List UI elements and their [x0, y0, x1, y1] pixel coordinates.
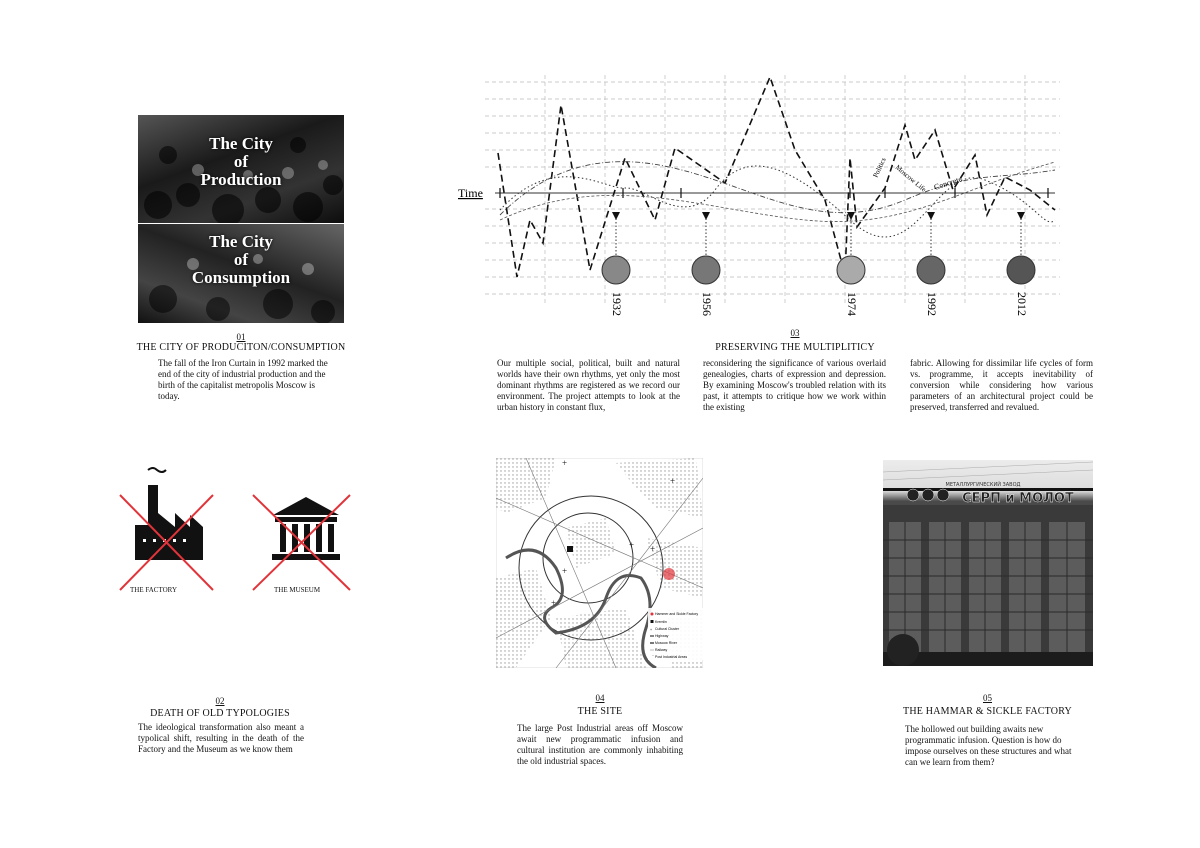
- panel03-number: 03: [790, 328, 800, 338]
- panel04-body: The large Post Industrial areas off Moscow await new programmatic infusion and cultural institution are commonly inhabiting the old industrial spaces.: [517, 723, 683, 766]
- year-label-1932: 1932: [610, 292, 624, 316]
- svg-text:+: +: [650, 544, 656, 554]
- panel05-heading: THE HAMMAR & SICKLE FACTORY: [903, 706, 1072, 717]
- svg-text:+: +: [650, 628, 653, 632]
- panel04-heading: THE SITE: [577, 706, 623, 717]
- factory-site-marker: [663, 568, 675, 580]
- svg-text:+: +: [562, 458, 568, 468]
- panel05-body: The hollowed out building awaits new programmatic infusion. Question is how do impose ourselves on these structures and what can we learn from them?: [905, 724, 1072, 767]
- marker-1932: [602, 212, 630, 284]
- moscow-life-curve: [500, 162, 1055, 215]
- panel03-col2: reconsidering the significance of various overlaid genealogies, charts of expression and depression. By examining Moscow's troubled relation with its past, it attempts to critique how we work within the existing: [703, 358, 886, 412]
- year-label-1992: 1992: [925, 292, 939, 316]
- svg-text:+: +: [629, 540, 635, 550]
- panel02-heading: DEATH OF OLD TYPOLOGIES: [150, 708, 290, 719]
- svg-text:+: +: [551, 598, 557, 608]
- panel03-col3: fabric. Allowing for dissimilar life cycles of form vs. programme, it accepts inevitability of conversion while considering how various parameters of an architectural project could be preserved, transferred and revalued.: [910, 358, 1093, 412]
- power-lines: [883, 462, 1093, 480]
- moscow-life-label: Moscow Life: [893, 163, 928, 194]
- panel03-heading: PRESERVING THE MULTIPLITICY: [715, 342, 875, 353]
- sign-emblems: [907, 489, 949, 501]
- typologies-icons: [115, 465, 365, 595]
- panel03-col1: Our multiple social, political, built and natural worlds have their own rhythms, yet only the most dominant rhythms are registered as we record our environment. The project attempts to look at the urban history in constant flux,: [497, 358, 680, 412]
- dominant-rhythm-line: [498, 77, 1055, 277]
- foreground-tree: [887, 634, 919, 666]
- panel01-number: 01: [236, 332, 246, 342]
- sign-small-text: МЕТАЛЛУРГИЧЕСКИЙ ЗАВОД: [945, 482, 1021, 488]
- facade-panels: [889, 522, 1085, 652]
- svg-text:Hammer and Sickle Factory: Hammer and Sickle Factory: [655, 612, 699, 616]
- panel01-heading: THE CITY OF PRODUCITON/CONSUMPTION: [136, 342, 346, 353]
- svg-text:+: +: [670, 476, 676, 486]
- sign-main-text: СЕРП и МОЛОТ: [962, 491, 1074, 506]
- year-label-2012: 2012: [1015, 292, 1029, 316]
- politics-label: Politics: [871, 156, 888, 179]
- time-label: Time: [458, 186, 483, 200]
- svg-text:Cultural Cluster: Cultural Cluster: [655, 627, 680, 631]
- timeline-grid: [485, 75, 1060, 305]
- kremlin-marker: [567, 546, 573, 552]
- production-title: The City of Production: [200, 134, 282, 189]
- panel02-body: The ideological transformation also meant a typolical shift, resulting in the death of the Factory and the Museum as we know them: [138, 722, 304, 754]
- factory-building-photo: [883, 460, 1093, 666]
- factory-label: THE FACTORY: [130, 586, 177, 594]
- svg-text:Railway: Railway: [655, 648, 668, 652]
- svg-text:Post Industrial Areas: Post Industrial Areas: [655, 655, 688, 659]
- year-markers: [602, 212, 1035, 284]
- svg-text:Moscow River: Moscow River: [655, 641, 677, 645]
- museum-icon: [272, 497, 340, 560]
- site-map: [496, 458, 703, 668]
- concrete-label: Concrete: [932, 174, 964, 192]
- production-photo: [138, 115, 344, 223]
- concrete-curve: [500, 162, 1055, 222]
- year-label-1974: 1974: [845, 292, 859, 316]
- panel04-number: 04: [595, 693, 605, 703]
- panel01-body: The fall of the Iron Curtain in 1992 marked the end of the city of industrial production and the birth of the capitalist metropolis Moscow is today.: [158, 358, 328, 401]
- museum-label: THE MUSEUM: [274, 586, 321, 594]
- panel02-number: 02: [215, 696, 225, 706]
- svg-text:+: +: [562, 566, 568, 576]
- consumption-photo: [138, 224, 344, 323]
- year-labels: [610, 292, 1029, 316]
- marker-1956: [692, 212, 720, 284]
- marker-1992: [917, 212, 945, 284]
- panel05-number: 05: [983, 693, 992, 703]
- year-label-1956: 1956: [700, 292, 714, 316]
- consumption-title: The City of Consumption: [191, 232, 291, 287]
- svg-text:Kremlin: Kremlin: [655, 620, 667, 624]
- marker-2012: [1007, 212, 1035, 284]
- svg-text:Highway: Highway: [655, 634, 669, 638]
- timeline-diagram: [455, 70, 1065, 320]
